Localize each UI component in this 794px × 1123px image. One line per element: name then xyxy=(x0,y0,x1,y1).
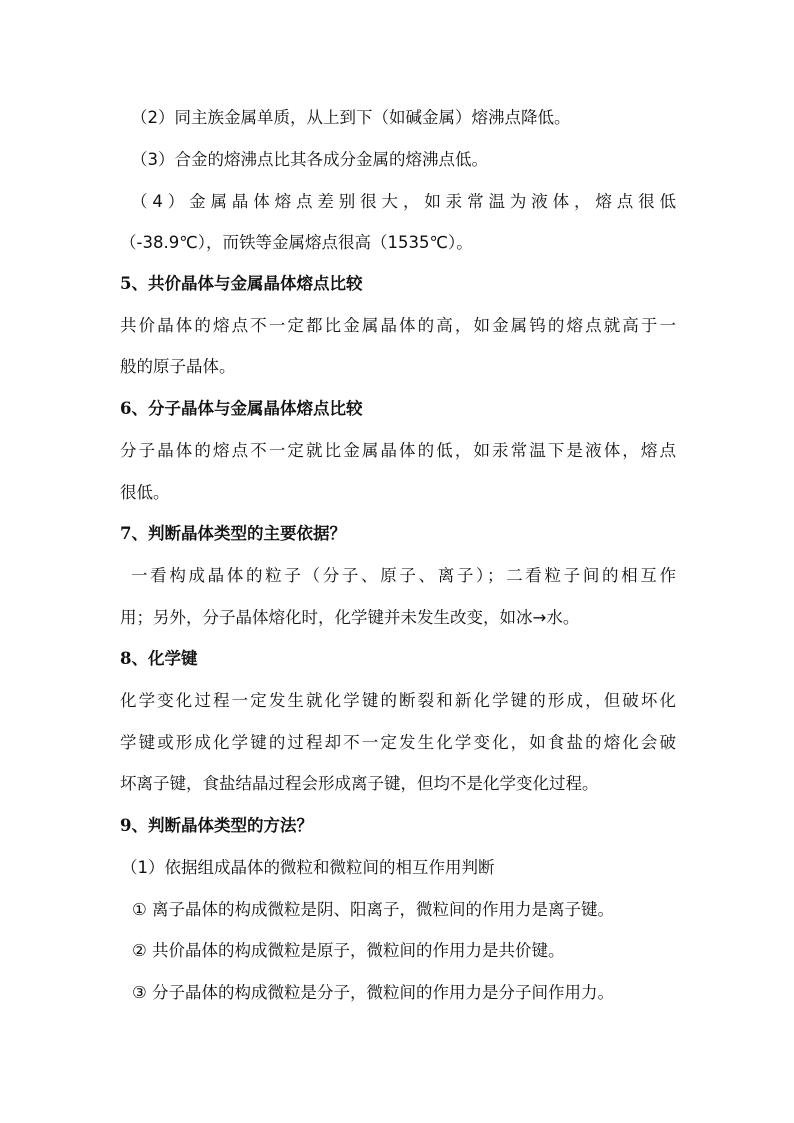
list-item: ② 共价晶体的构成微粒是原子，微粒间的作用力是共价键。 xyxy=(132,941,565,960)
text-line: （2）同主族金属单质，从上到下（如碱金属）熔沸点降低。 xyxy=(131,108,571,127)
text-line: 坏离子键，食盐结晶过程会形成离子键，但均不是化学变化过程。 xyxy=(120,774,599,793)
text-line: （1）依据组成晶体的微粒和微粒间的相互作用判断 xyxy=(121,858,495,877)
list-item: ① 离子晶体的构成微粒是阴、阳离子，微粒间的作用力是离子键。 xyxy=(132,900,615,919)
text-line: （4）金属晶体熔点差别很大，如汞常温为液体，熔点很低 xyxy=(131,192,676,211)
text-line: 共价晶体的熔点不一定都比金属晶体的高，如金属钨的熔点就高于一 xyxy=(120,316,676,335)
list-item: ③ 分子晶体的构成微粒是分子，微粒间的作用力是分子间作用力。 xyxy=(132,983,615,1002)
section-heading: 7、判断晶体类型的主要依据？ xyxy=(120,524,346,543)
text-line: 很低。 xyxy=(120,483,170,502)
text-line: （-38.9℃），而铁等金属熔点很高（1535℃）。 xyxy=(120,233,473,252)
text-line: （3）合金的熔沸点比其各成分金属的熔沸点低。 xyxy=(131,150,488,169)
section-heading: 5、共价晶体与金属晶体熔点比较 xyxy=(120,274,363,293)
text-line: 分子晶体的熔点不一定就比金属晶体的低，如汞常温下是液体，熔点 xyxy=(120,441,676,460)
section-heading: 8、化学键 xyxy=(120,649,198,668)
text-line: 般的原子晶体。 xyxy=(120,357,236,376)
section-heading: 6、分子晶体与金属晶体熔点比较 xyxy=(120,399,363,418)
text-line: 学键或形成化学键的过程却不一定发生化学变化，如食盐的熔化会破 xyxy=(120,733,676,752)
section-heading: 9、判断晶体类型的方法？ xyxy=(120,816,313,835)
text-line: 用；另外，分子晶体熔化时，化学键并未发生改变，如冰→水。 xyxy=(120,608,580,627)
text-line: 一看构成晶体的粒子（分子、原子、离子）；二看粒子间的相互作 xyxy=(131,566,676,585)
text-line: 化学变化过程一定发生就化学键的断裂和新化学键的形成，但破坏化 xyxy=(120,691,676,710)
